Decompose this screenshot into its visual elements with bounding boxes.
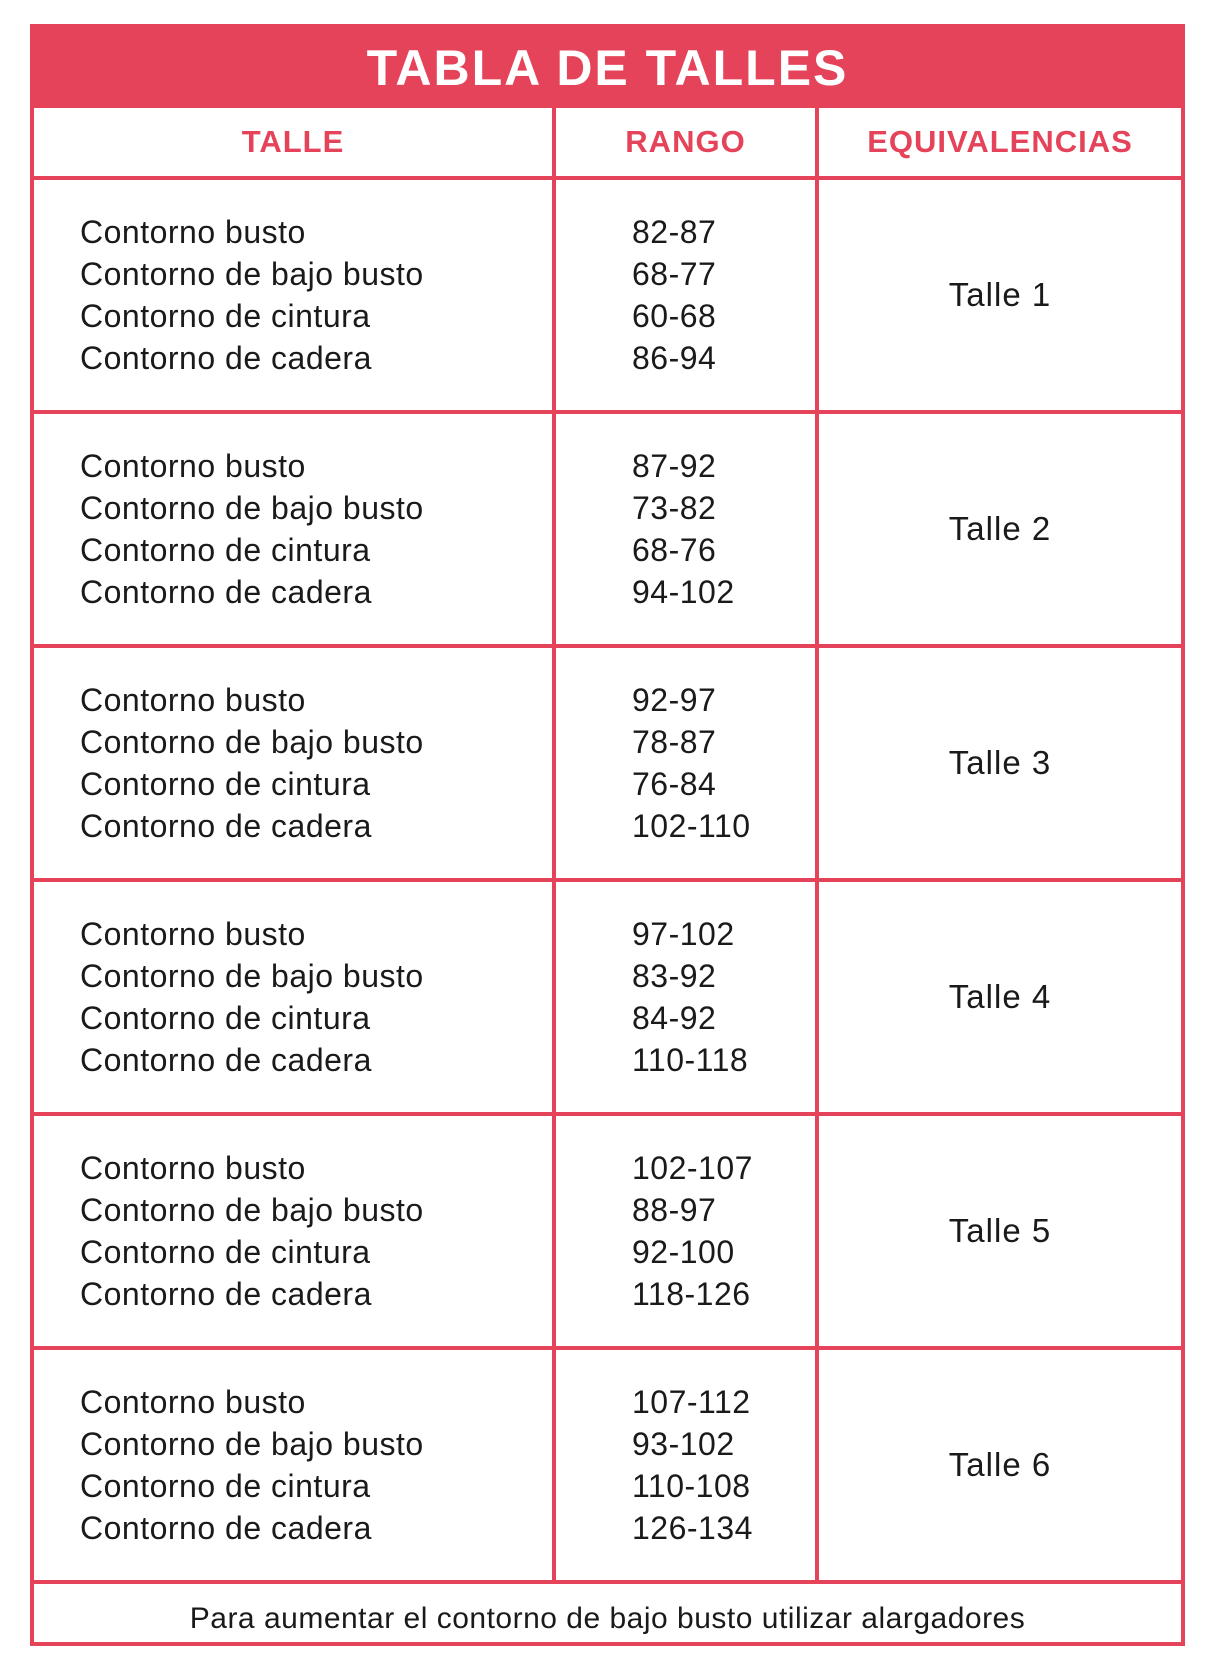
equivalence-label: Talle 1 [948, 276, 1052, 313]
range-value: 93-102 [632, 1426, 735, 1462]
measure-label: Contorno de cadera [80, 1042, 372, 1078]
range-value: 126-134 [632, 1510, 753, 1546]
measures-cell [34, 180, 556, 410]
range-value: 102-110 [632, 808, 751, 844]
ranges-cell [556, 414, 819, 644]
table-row [34, 1350, 1181, 1584]
equivalence-cell [819, 180, 1181, 410]
equivalence-label: Talle 4 [948, 978, 1052, 1015]
measure-label: Contorno de bajo busto [80, 958, 424, 994]
measures-cell [34, 648, 556, 878]
measure-label: Contorno de cadera [80, 340, 372, 376]
range-value: 107-112 [632, 1384, 751, 1420]
equivalence-cell [819, 1116, 1181, 1346]
range-value: 78-87 [632, 724, 717, 760]
table-row [34, 180, 1181, 414]
measure-label: Contorno de bajo busto [80, 1426, 424, 1462]
measure-label: Contorno de cintura [80, 532, 371, 568]
measure-label: Contorno de cadera [80, 1510, 372, 1546]
ranges-cell [556, 648, 819, 878]
table-row [34, 882, 1181, 1116]
measure-label: Contorno de cadera [80, 808, 372, 844]
range-value: 110-108 [632, 1468, 751, 1504]
column-header-rango: RANGO [556, 108, 819, 176]
measure-label: Contorno busto [80, 214, 306, 250]
measures-cell [34, 1116, 556, 1346]
ranges-cell [556, 180, 819, 410]
range-value: 92-97 [632, 682, 717, 718]
range-value: 82-87 [632, 214, 717, 250]
measure-label: Contorno de cadera [80, 574, 372, 610]
ranges-cell [556, 882, 819, 1112]
table-row [34, 1116, 1181, 1350]
title-bar [34, 28, 1181, 108]
range-value: 68-77 [632, 256, 717, 292]
measures-cell [34, 882, 556, 1112]
equivalence-label: Talle 5 [948, 1212, 1052, 1249]
range-value: 97-102 [632, 916, 735, 952]
range-value: 87-92 [632, 448, 717, 484]
footer-text: Para aumentar el contorno de bajo busto utilizar alargadores [189, 1602, 1026, 1635]
table-row [34, 414, 1181, 648]
measure-label: Contorno busto [80, 1150, 306, 1186]
equivalence-label: Talle 2 [948, 510, 1052, 547]
measure-label: Contorno de cadera [80, 1276, 372, 1312]
equivalence-cell [819, 648, 1181, 878]
size-chart-table [30, 24, 1185, 1646]
range-value: 102-107 [632, 1150, 753, 1186]
measure-label: Contorno busto [80, 682, 306, 718]
page-title: TABLA DE TALLES [366, 40, 849, 96]
measure-label: Contorno busto [80, 448, 306, 484]
table-row [34, 648, 1181, 882]
table-header-row [34, 108, 1181, 180]
equivalence-cell [819, 1350, 1181, 1580]
measure-label: Contorno de cintura [80, 1468, 371, 1504]
measure-label: Contorno busto [80, 1384, 306, 1420]
measure-label: Contorno de cintura [80, 298, 371, 334]
measure-label: Contorno de cintura [80, 766, 371, 802]
measure-label: Contorno busto [80, 916, 306, 952]
measure-label: Contorno de cintura [80, 1000, 371, 1036]
range-value: 76-84 [632, 766, 717, 802]
range-value: 83-92 [632, 958, 717, 994]
measures-cell [34, 1350, 556, 1580]
measure-label: Contorno de bajo busto [80, 1192, 424, 1228]
measure-label: Contorno de bajo busto [80, 490, 424, 526]
footer-note [34, 1584, 1181, 1654]
range-value: 94-102 [632, 574, 735, 610]
range-value: 68-76 [632, 532, 717, 568]
equivalence-label: Talle 6 [948, 1446, 1052, 1483]
range-value: 88-97 [632, 1192, 717, 1228]
equivalence-label: Talle 3 [948, 744, 1052, 781]
column-header-equivalencias: EQUIVALENCIAS [867, 124, 1133, 159]
range-value: 110-118 [632, 1042, 749, 1078]
ranges-cell [556, 1350, 819, 1580]
measure-label: Contorno de bajo busto [80, 256, 424, 292]
measure-label: Contorno de bajo busto [80, 724, 424, 760]
range-value: 73-82 [632, 490, 717, 526]
measure-label: Contorno de cintura [80, 1234, 371, 1270]
measures-cell [34, 414, 556, 644]
range-value: 118-126 [632, 1276, 751, 1312]
equivalence-cell [819, 414, 1181, 644]
range-value: 86-94 [632, 340, 717, 376]
column-header-talle: TALLE [34, 108, 556, 176]
equivalence-cell [819, 882, 1181, 1112]
ranges-cell [556, 1116, 819, 1346]
range-value: 60-68 [632, 298, 717, 334]
range-value: 84-92 [632, 1000, 717, 1036]
range-value: 92-100 [632, 1234, 735, 1270]
